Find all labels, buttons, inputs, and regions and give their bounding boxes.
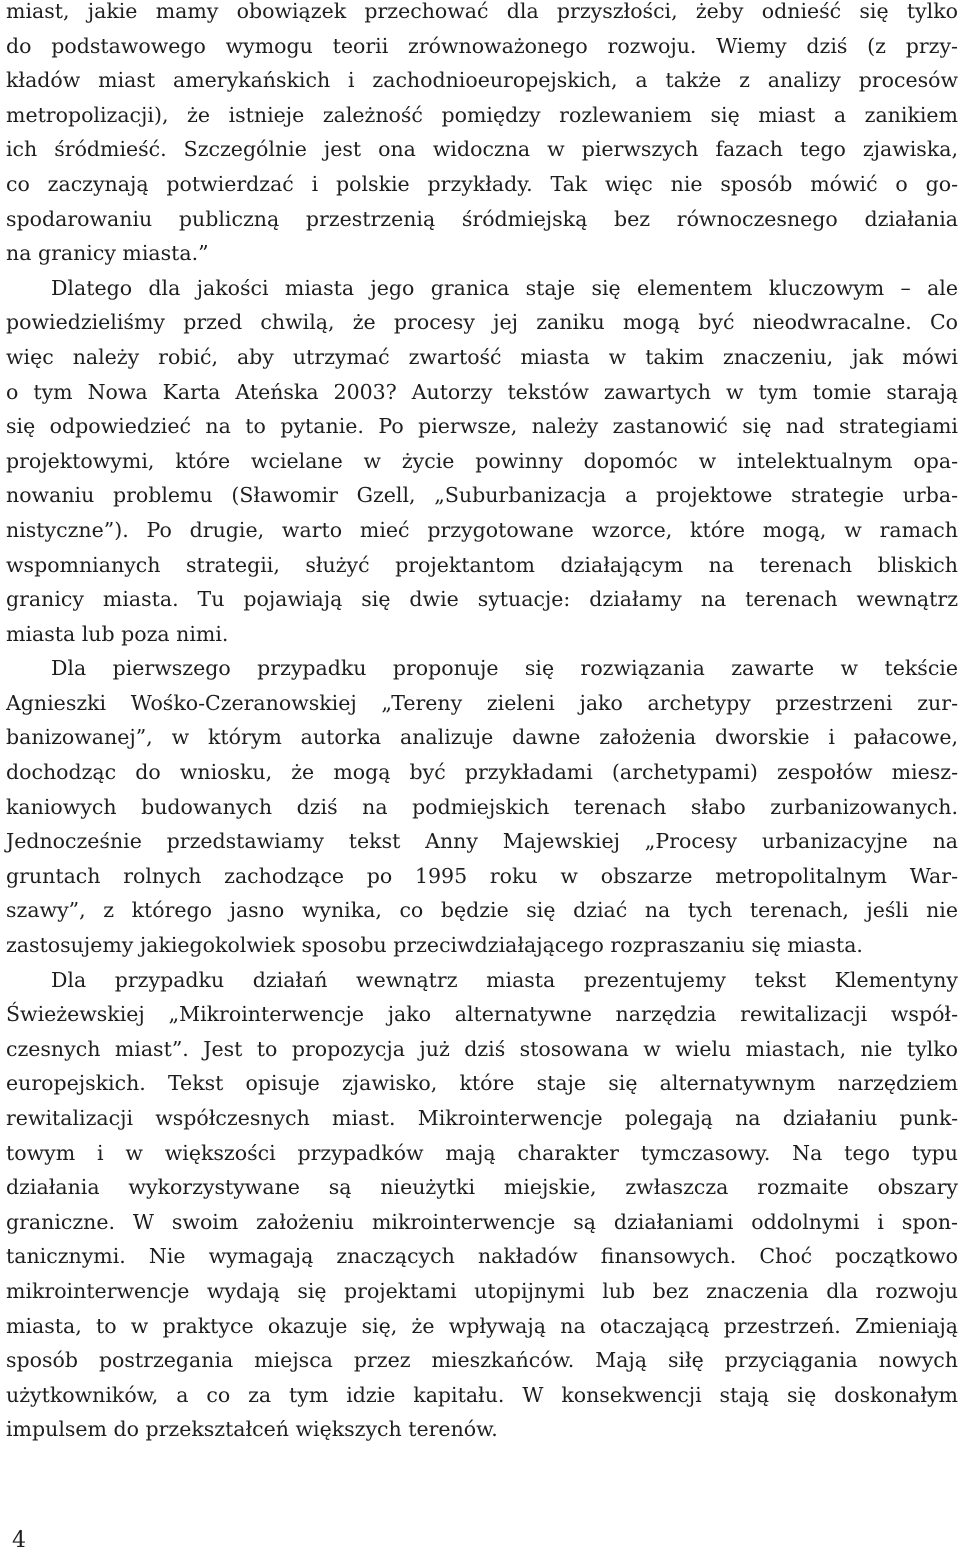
text-line: się odpowiedzieć na to pytanie. Po pierwsze, należy zastanowić się nad strategiami xyxy=(6,414,958,439)
text-line: Agnieszki Wośko-Czeranowskiej „Tereny zieleni jako archetypy przestrzeni zur- xyxy=(6,690,958,715)
text-line: do podstawowego wymogu teorii zrównoważonego rozwoju. Wiemy dziś (z przy- xyxy=(6,33,958,58)
text-line: sposób postrzegania miejsca przez mieszkańców. Mają siłę przyciągania nowych xyxy=(6,1348,958,1373)
page-number: 4 xyxy=(12,1528,26,1553)
text-line: więc należy robić, aby utrzymać zwartość miasta w takim znaczeniu, jak mówi xyxy=(6,344,958,369)
text-line: towym i w większości przypadków mają charakter tymczasowy. Na tego typu xyxy=(6,1140,958,1165)
text-line: co zaczynają potwierdzać i polskie przykłady. Tak więc nie sposób mówić o go- xyxy=(6,171,958,196)
text-line: Jednocześnie przedstawiamy tekst Anny Majewskiej „Procesy urbanizacyjne na xyxy=(6,829,958,854)
text-line: graniczne. W swoim założeniu mikrointerwencje są działaniami oddolnymi i spon- xyxy=(6,1209,958,1234)
text-line: Dla przypadku działań wewnątrz miasta prezentujemy tekst Klementyny xyxy=(51,967,958,992)
text-line: metropolizacji), że istnieje zależność pomiędzy rozlewaniem się miast a zanikiem xyxy=(6,102,958,127)
text-line: granicy miasta. Tu pojawiają się dwie sytuacje: działamy na terenach wewnątrz xyxy=(6,587,958,612)
text-line: użytkowników, a co za tym idzie kapitału. W konsekwencji stają się doskonałym xyxy=(6,1382,958,1407)
text-line: ich śródmieść. Szczególnie jest ona widoczna w pierwszych fazach tego zjawiska, xyxy=(6,137,958,162)
text-line: rewitalizacji współczesnych miast. Mikrointerwencje polegają na działaniu punk- xyxy=(6,1106,958,1130)
text-line: projektowymi, które wcielane w życie powinny dopomóc w intelektualnym opa- xyxy=(6,448,958,473)
text-line: powiedzieliśmy przed chwilą, że procesy jej zaniku mogą być nieodwracalne. Co xyxy=(6,310,958,335)
text-line: banizowanej”, w którym autorka analizuje dawne założenia dworskie i pałacowe, xyxy=(6,725,958,750)
text-line: dochodząc do wniosku, że mogą być przykładami (archetypami) zespołów miesz- xyxy=(6,760,958,785)
text-line: na granicy miasta.” xyxy=(6,241,209,266)
text-line: zastosujemy jakiegokolwiek sposobu przeciwdziałającego rozpraszaniu się miasta. xyxy=(6,933,863,958)
text-line: Dlatego dla jakości miasta jego granica staje się elementem kluczowym – ale xyxy=(51,275,958,300)
text-line: impulsem do przekształceń większych terenów. xyxy=(6,1417,498,1442)
text-line: nistyczne”). Po drugie, warto mieć przygotowane wzorce, które mogą, w ramach xyxy=(6,517,958,542)
text-line: tanicznymi. Nie wymagają znaczących nakładów finansowych. Choć początkowo xyxy=(6,1244,958,1269)
text-line: szawy”, z którego jasno wynika, co będzie się dziać na tych terenach, jeśli nie xyxy=(6,898,958,923)
text-line: spodarowaniu publiczną przestrzenią śródmiejską bez równoczesnego działania xyxy=(6,206,958,231)
text-line: Dla pierwszego przypadku proponuje się rozwiązania zawarte w tekście xyxy=(51,656,958,681)
text-line: działania wykorzystywane są nieużytki miejskie, zwłaszcza rozmaite obszary xyxy=(6,1175,958,1200)
text-line: miasta, to w praktyce okazuje się, że wpływają na otaczającą przestrzeń. Zmieniają xyxy=(6,1313,958,1338)
text-line: gruntach rolnych zachodzące po 1995 roku w obszarze metropolitalnym War- xyxy=(6,863,958,888)
text-line: czesnych miast”. Jest to propozycja już dziś stosowana w wielu miastach, nie tylko xyxy=(6,1036,958,1061)
text-line: miasta lub poza nimi. xyxy=(6,621,229,646)
text-line: kładów miast amerykańskich i zachodnioeuropejskich, a także z analizy procesów xyxy=(6,68,958,93)
text-line: miast, jakie mamy obowiązek przechować dla przyszłości, żeby odnieść się tylko xyxy=(6,0,958,23)
text-line: kaniowych budowanych dziś na podmiejskich terenach słabo zurbanizowanych. xyxy=(6,794,958,819)
body-text xyxy=(6,0,958,1447)
text-line: nowaniu problemu (Sławomir Gzell, „Suburbanizacja a projektowe strategie urba- xyxy=(6,483,958,508)
text-line: o tym Nowa Karta Ateńska 2003? Autorzy tekstów zawartych w tym tomie starają xyxy=(6,379,958,404)
text-line: mikrointerwencje wydają się projektami utopijnymi lub bez znaczenia dla rozwoju xyxy=(6,1278,958,1303)
text-line: europejskich. Tekst opisuje zjawisko, które staje się alternatywnym narzędziem xyxy=(6,1071,958,1096)
text-line: Świeżewskiej „Mikrointerwencje jako alternatywne narzędzia rewitalizacji współ- xyxy=(6,1002,958,1027)
text-line: wspomnianych strategii, służyć projektantom działającym na terenach bliskich xyxy=(6,552,958,577)
